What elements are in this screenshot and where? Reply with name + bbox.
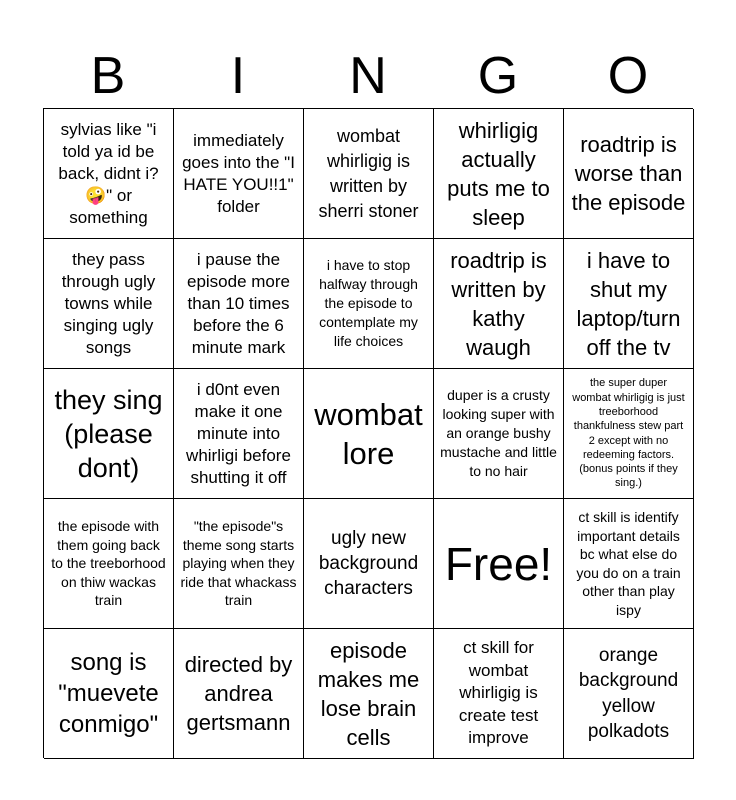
cell-text: immediately goes into the "I HATE YOU!!1" folder (182, 130, 295, 216)
bingo-cell[interactable] (434, 629, 564, 759)
bingo-cell[interactable] (44, 629, 174, 759)
bingo-cell[interactable] (434, 109, 564, 239)
cell-text: the episode with them going back to the treeborhood on thiw wackas train (51, 518, 166, 609)
bingo-cell[interactable] (174, 109, 304, 239)
cell-text: whirligig actually puts me to sleep (447, 117, 550, 230)
cell-text: i d0nt even make it one minute into whirligi before shutting it off (186, 379, 291, 487)
header-letter-n: N (349, 47, 387, 105)
cell-text: ugly new background characters (318, 528, 419, 599)
cell-text: duper is a crusty looking super with an orange bushy mustache and little to no hair (440, 387, 557, 479)
bingo-cell[interactable] (174, 369, 304, 499)
bingo-cell[interactable] (304, 499, 434, 629)
header-letter-g: G (477, 47, 519, 105)
bingo-grid (43, 108, 693, 758)
cell-text: ct skill is identify important details bc what else do you do on a train other than play ispy (576, 509, 681, 618)
bingo-cell[interactable] (304, 239, 434, 369)
cell-text: i have to stop halfway through the episode to contemplate my life choices (319, 257, 418, 349)
header-letter-i: I (230, 47, 246, 105)
bingo-cell[interactable] (434, 369, 564, 499)
cell-text: roadtrip is worse than the episode (571, 132, 686, 215)
bingo-cell[interactable] (564, 369, 694, 499)
cell-text: sylvias like "i told ya id be back, didnt i? 🤪" or something (58, 119, 159, 227)
cell-text: roadtrip is written by kathy waugh (450, 247, 547, 360)
cell-text: they pass through ugly towns while singing ugly songs (61, 249, 156, 357)
cell-text: song is "muevete conmigo" (58, 649, 159, 738)
bingo-cell[interactable] (304, 109, 434, 239)
bingo-cell[interactable] (564, 629, 694, 759)
cell-text: orange background yellow polkadots (578, 644, 679, 742)
header-letter-b: B (90, 47, 126, 105)
cell-text: "the episode"s theme song starts playing when they ride that whackass train (180, 518, 297, 609)
bingo-cell[interactable] (304, 369, 434, 499)
bingo-cell[interactable] (564, 239, 694, 369)
bingo-cell[interactable] (44, 369, 174, 499)
bingo-cell[interactable] (174, 629, 304, 759)
cell-text: the super duper wombat whirligig is just treeborhood thankfulness stew part 2 except with no redeeming factors. (bonus points if they sing.) (572, 377, 685, 490)
cell-text: they sing (please dont) (54, 384, 163, 483)
header-letter-o: O (607, 47, 649, 105)
cell-text: wombat whirligig is written by sherri stoner (318, 125, 419, 221)
bingo-cell[interactable] (304, 629, 434, 759)
bingo-cell[interactable] (44, 499, 174, 629)
cell-text: ct skill for wombat whirligig is create test improve (458, 638, 539, 748)
cell-text: i pause the episode more than 10 times before the 6 minute mark (186, 249, 290, 357)
cell-text: episode makes me lose brain cells (317, 637, 420, 750)
bingo-header (43, 44, 693, 108)
cell-text: i have to shut my laptop/turn off the tv (576, 247, 681, 360)
bingo-cell[interactable] (174, 499, 304, 629)
bingo-cell[interactable] (434, 239, 564, 369)
bingo-cell[interactable] (44, 109, 174, 239)
bingo-cell[interactable] (564, 109, 694, 239)
bingo-cell[interactable] (174, 239, 304, 369)
cell-text: directed by andrea gertsmann (184, 652, 293, 735)
bingo-cell[interactable] (44, 239, 174, 369)
free-space-cell[interactable] (434, 499, 564, 629)
free-space-text: Free! (444, 537, 553, 590)
bingo-cell[interactable] (564, 499, 694, 629)
cell-text: wombat lore (314, 396, 423, 471)
